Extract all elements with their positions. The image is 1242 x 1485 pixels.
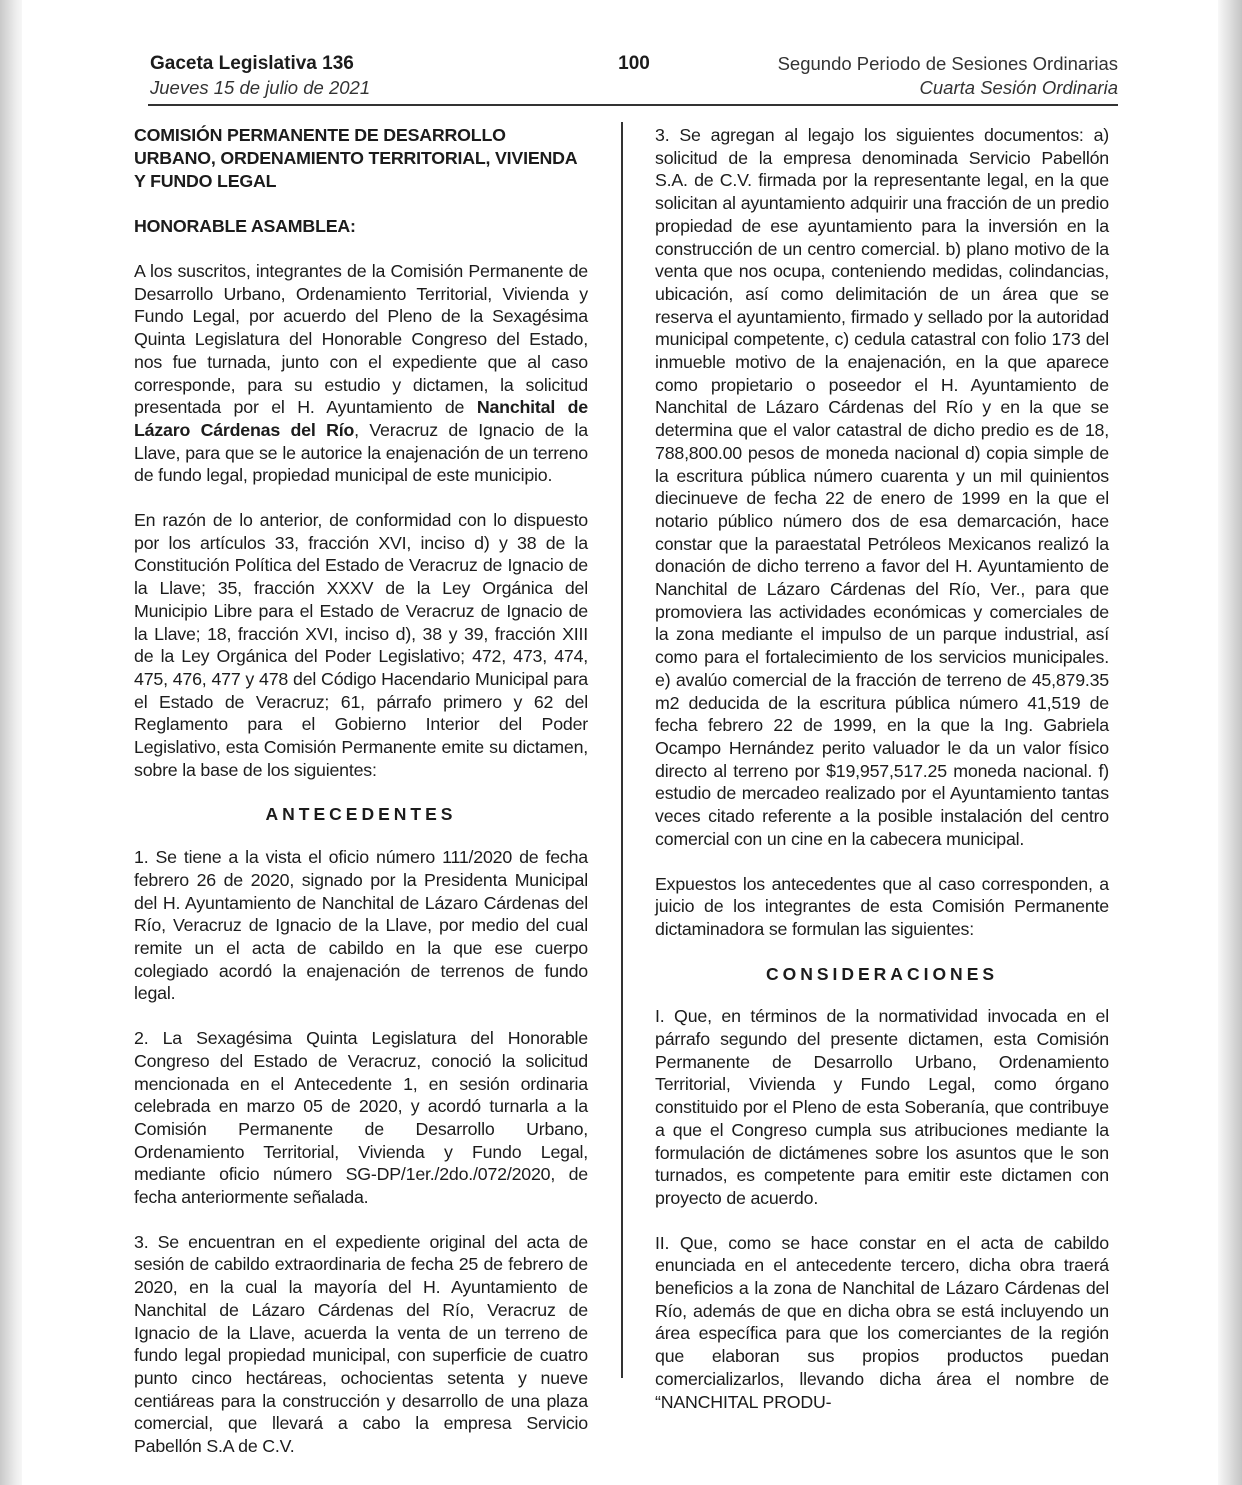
intro-text-a: A los suscritos, integrantes de la Comisión Permanente de Desarrollo Urbano, Ordenamiento Territorial, Vivienda y Fundo Legal, por acuerdo del Pleno de la Sexagésima Quinta Legislatura del Honorable Congreso del Estado, nos fue turnada, junto con el expediente que al caso corresponde, para su estudio y dictamen, la solicitud presentada por el H. Ayuntamiento de xyxy=(134,261,588,418)
page-shadow-left xyxy=(0,0,22,1485)
expuestos-paragraph: Expuestos los antecedentes que al caso corresponden, a juicio de los integrantes de esta Comisión Permanente dictaminadora se formulan las siguientes: xyxy=(655,873,1109,939)
consideraciones-heading: CONSIDERACIONES xyxy=(765,963,999,984)
page-shadow-right xyxy=(1218,0,1242,1485)
publication-title: Gaceta Legislativa 136 xyxy=(150,53,354,74)
municipality-name: Nanchital de Lázaro Cárdenas del Río xyxy=(134,397,588,440)
antecedente-3: 3. Se encuentran en el expediente original del acta de sesión de cabildo extraordinaria de fecha 25 de febrero de 2020, en la cual la mayoría del H. Ayuntamiento de Nanchital de Lázaro Cárdenas del Río, Veracruz de Ignacio de la Llave, acuerda la venta de un terreno de fundo legal propiedad municipal, con superficie de cuatro punto cinco hectáreas, ochocientas setenta y nueve centiáreas para la construcción y desarrollo de una plaza comercial, que llevará a cabo la empresa Servicio Pabellón S.A de C.V. xyxy=(134,1231,588,1457)
commission-title: COMISIÓN PERMANENTE DE DESARROLLO URBANO, ORDENAMIENTO TERRITORIAL, VIVIENDA Y FUNDO LEGAL xyxy=(134,125,577,191)
consideracion-1: I. Que, en términos de la normatividad invocada en el párrafo segundo del presente dictamen, esta Comisión Permanente de Desarrollo Urbano, Ordenamiento Territorial, Vivienda y Fundo Legal, como órgano constituido por el Pleno de esta Soberanía, que contribuye a que el Congreso cumpla sus atribuciones mediante la formulación de dictámenes sobre los asuntos que le son turnados, es competente para emitir este dictamen con proyecto de acuerdo. xyxy=(655,1006,1109,1208)
antecedentes-heading: ANTECEDENTES xyxy=(265,804,457,825)
consideracion-2: II. Que, como se hace constar en el acta de cabildo enunciada en el antecedente tercero, dicha obra traerá beneficios a la zona de Nanchital de Lázaro Cárdenas del Río, además de que en dicha obra se está incluyendo un área específica para que los comerciantes de la región que elaboran sus propios productos puedan comercializarlos, llevando dicha área el nombre de “NANCHITAL PRODU- xyxy=(655,1232,1109,1412)
session-name: Cuarta Sesión Ordinaria xyxy=(919,77,1118,98)
intro-paragraph xyxy=(134,260,588,487)
session-period: Segundo Periodo de Sesiones Ordinarias xyxy=(777,53,1118,74)
left-column xyxy=(134,124,588,1480)
page-header xyxy=(150,53,1118,103)
publication-date: Jueves 15 de julio de 2021 xyxy=(150,77,371,98)
right-column xyxy=(655,124,1109,1435)
antecedente-1: 1. Se tiene a la vista el oficio número 111/2020 de fecha febrero 26 de 2020, signado por la Presidenta Municipal del H. Ayuntamiento de Nanchital de Lázaro Cárdenas del Río, Veracruz de Ignacio de la Llave, por medio del cual remite un el acta de cabildo en la que ese cuerpo colegiado acordó la enajenación de terrenos de fundo legal. xyxy=(134,847,588,1004)
antecedente-3-documents: 3. Se agregan al legajo los siguientes documentos: a) solicitud de la empresa denominada Servicio Pabellón S.A. de C.V. firmada por la representante legal, en la que solicitan al ayuntamiento adquirir una fracción de un predio propiedad de ese ayuntamiento para la inversión en la construcción de un centro comercial. b) plano motivo de la venta que nos ocupa, conteniendo medidas, colindancias, ubicación, así como delimitación de un área que se reserva el ayuntamiento, firmado y sellado por la autoridad municipal competente, c) cedula catastral con folio 173 del inmueble motivo de la enajenación, en la que aparece como propietario o poseedor el H. Ayuntamiento de Nanchital de Lázaro Cárdenas del Río y en la que se determina que el valor catastral de dicho predio es de 18, 788,800.00 pesos de moneda nacional d) copia simple de la escritura pública número cuarenta y un mil quinientos diecinueve de fecha 22 de enero de 1999 en la que el notario público número dos de esa demarcación, hace constar que la paraestatal Petróleos Mexicanos realizó la donación de dicho terreno a favor del H. Ayuntamiento de Nanchital de Lázaro Cárdenas del Río, Ver., para que promoviera las actividades económicas y comerciales de la zona mediante el impulso de un parque industrial, así como para el fortalecimiento de los servicios municipales. e) avalúo comercial de la fracción de terreno de 45,879.35 m2 deducida de la escritura pública número 41,519 de fecha febrero 22 de 1999, en la que la Ing. Gabriela Ocampo Hernández perito valuador le da un valor físico directo al terreno por $19,957,517.25 moneda nacional. f) estudio de mercadeo realizado por el Ayuntamiento tantas veces citado referente a la posible instalación del centro comercial con un cine en la cabecera municipal. xyxy=(655,125,1109,849)
header-divider xyxy=(148,104,1118,106)
salutation: HONORABLE ASAMBLEA: xyxy=(134,216,356,236)
antecedente-2: 2. La Sexagésima Quinta Legislatura del Honorable Congreso del Estado de Veracruz, conoció la solicitud mencionada en el Antecedente 1, en sesión ordinaria celebrada en marzo 05 de 2020, y acordó turnarla a la Comisión Permanente de Desarrollo Urbano, Ordenamiento Territorial, Vivienda y Fundo Legal, mediante oficio número SG-DP/1er./2do./072/2020, de fecha anteriormente señalada. xyxy=(134,1028,588,1208)
legal-basis-paragraph: En razón de lo anterior, de conformidad con lo dispuesto por los artículos 33, fracción XVI, inciso d) y 38 de la Constitución Política del Estado de Veracruz de Ignacio de la Llave; 35, fracción XXXV de la Ley Orgánica del Municipio Libre para el Estado de Veracruz de Ignacio de la Llave; 18, fracción XVI, inciso d), 38 y 39, fracción XIII de la Ley Orgánica del Poder Legislativo; 472, 473, 474, 475, 476, 477 y 478 del Código Hacendario Municipal para el Estado de Veracruz; 61, párrafo primero y 62 del Reglamento para el Gobierno Interior del Poder Legislativo, esta Comisión Permanente emite su dictamen, sobre la base de los siguientes: xyxy=(134,510,588,780)
document-page xyxy=(22,0,1218,1485)
page-number: 100 xyxy=(618,53,650,74)
intro-text-b: , Veracruz de Ignacio de la Llave, para que se le autorice la enajenación de un terreno de fundo legal, propiedad municipal de este municipio. xyxy=(134,419,588,486)
column-divider xyxy=(621,122,623,1378)
